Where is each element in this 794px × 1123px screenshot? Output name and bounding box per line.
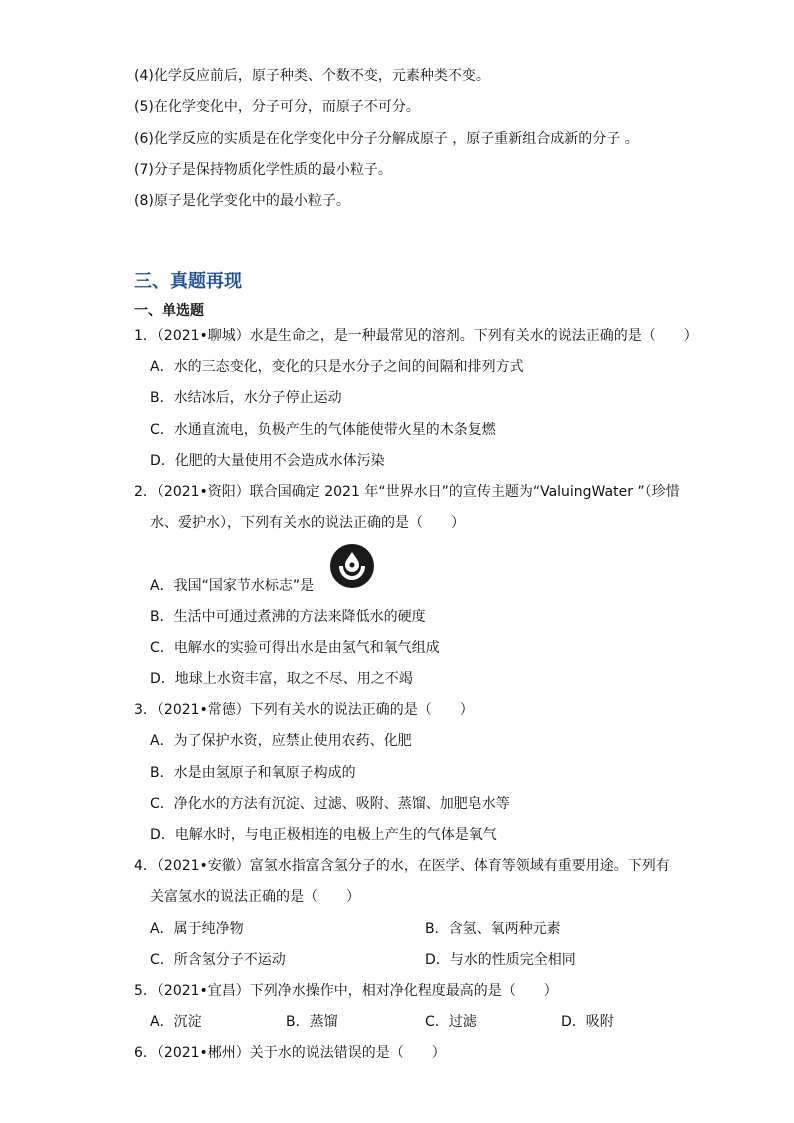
question-3-stem: 3．（2021•常德）下列有关水的说法正确的是（ ） [134,702,474,718]
question-4-option-c: C．所含氢分子不运动 [150,952,286,968]
question-1-option-d: D．化肥的大量使用不会造成水体污染 [150,453,385,469]
question-5-option-b: B．蒸馏 [286,1014,338,1030]
question-2-option-c: C．电解水的实验可得出水是由氢气和氧气组成 [150,640,440,656]
question-3-option-d: D．电解水时，与电正极相连的电极上产生的气体是氧气 [150,827,497,843]
water-saving-logo-icon [330,544,374,588]
intro-item-5: (5)在化学变化中，分子可分，而原子不可分。 [134,99,420,115]
intro-item-6: (6)化学反应的实质是在化学变化中分子分解成原子 ，原子重新组合成新的分子 。 [134,131,639,147]
question-1-option-c: C．水通直流电，负极产生的气体能使带火星的木条复燃 [150,422,496,438]
question-3-option-b: B．水是由氢原子和氧原子构成的 [150,765,356,781]
question-5-option-d: D．吸附 [561,1014,614,1030]
question-4-option-a: A．属于纯净物 [150,921,244,937]
question-3-option-a: A．为了保护水资，应禁止使用农药、化肥 [150,733,412,749]
intro-item-7: (7)分子是保持物质化学性质的最小粒子。 [134,162,392,178]
question-5-option-c: C．过滤 [425,1014,477,1030]
question-6-stem: 6．（2021•郴州）关于水的说法错误的是（ ） [134,1045,446,1061]
question-4-option-d: D．与水的性质完全相同 [425,952,576,968]
question-1-option-b: B．水结冰后，水分子停止运动 [150,390,342,406]
question-2-option-d: D．地球上水资丰富，取之不尽、用之不竭 [150,671,413,687]
question-2-option-a: A．我国“国家节水标志”是 [150,578,315,594]
question-4-option-b: B．含氢、氧两种元素 [425,921,561,937]
section-title: 三、真题再现 [134,271,242,292]
question-4-stem-line1: 4．（2021•安徽）富氢水指富含氢分子的水，在医学、体育等领域有重要用途。下列有 [134,858,670,874]
question-5-stem: 5．（2021•宜昌）下列净水操作中，相对净化程度最高的是（ ） [134,983,558,999]
question-2-stem-line2: 水、爱护水），下列有关水的说法正确的是（ ） [150,515,465,531]
question-3-option-c: C．净化水的方法有沉淀、过滤、吸附、蒸馏、加肥皂水等 [150,796,510,812]
question-1-stem: 1．（2021•聊城）水是生命之，是一种最常见的溶剂。下列有关水的说法正确的是（ ） [134,328,698,344]
subsection-title: 一、单选题 [134,303,204,319]
question-2-stem-line1: 2．（2021•资阳）联合国确定 2021 年“世界水日”的宣传主题为“ValuingWater ”（珍惜 [134,484,680,500]
question-4-stem-line2: 关富氢水的说法正确的是（ ） [150,889,360,905]
question-5-option-a: A．沉淀 [150,1014,202,1030]
intro-item-4: (4)化学反应前后，原子种类、个数不变，元素种类不变。 [134,68,490,84]
intro-item-8: (8)原子是化学变化中的最小粒子。 [134,193,350,209]
question-1-option-a: A．水的三态变化，变化的只是水分子之间的间隔和排列方式 [150,359,524,375]
question-2-option-b: B．生活中可通过煮沸的方法来降低水的硬度 [150,609,426,625]
